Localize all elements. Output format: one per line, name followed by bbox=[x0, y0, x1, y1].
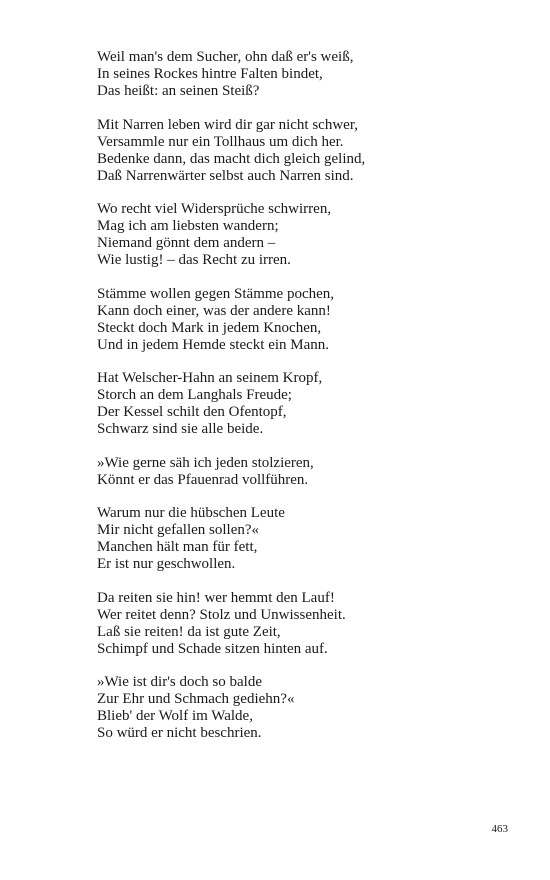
poem-text bbox=[97, 49, 517, 759]
poem-line: Und in jedem Hemde steckt ein Mann. bbox=[97, 336, 330, 353]
poem-line: Er ist nur geschwollen. bbox=[97, 556, 236, 572]
poem-line: Weil man's dem Sucher, ohn daß er's weiß, bbox=[97, 49, 354, 65]
poem-line: Bedenke dann, das macht dich gleich gelind, bbox=[97, 150, 366, 167]
poem-line: Steckt doch Mark in jedem Knochen, bbox=[97, 319, 322, 336]
stanza bbox=[97, 455, 517, 489]
poem-line: Wer reitet denn? Stolz und Unwissenheit. bbox=[97, 606, 346, 623]
poem-line: Storch an dem Langhals Freude; bbox=[97, 387, 292, 403]
poem-line: In seines Rockes hintre Falten bindet, bbox=[97, 66, 323, 82]
poem-line: Wo recht viel Widersprüche schwirren, bbox=[97, 201, 332, 217]
poem-line: Könnt er das Pfauenrad vollführen. bbox=[97, 471, 309, 488]
stanza bbox=[97, 117, 517, 185]
poem-line: Schimpf und Schade sitzen hinten auf. bbox=[97, 640, 328, 657]
poem-line: Blieb' der Wolf im Walde, bbox=[97, 708, 253, 724]
poem-line: Laß sie reiten! da ist gute Zeit, bbox=[97, 623, 281, 640]
poem-line: Hat Welscher-Hahn an seinem Kropf, bbox=[97, 370, 323, 386]
stanza bbox=[97, 590, 517, 658]
stanza bbox=[97, 49, 517, 100]
poem-line: Versammle nur ein Tollhaus um dich her. bbox=[97, 133, 344, 150]
page-number: 463 bbox=[491, 823, 508, 835]
stanza bbox=[97, 370, 517, 438]
stanza bbox=[97, 674, 517, 742]
poem-line: Daß Narrenwärter selbst auch Narren sind. bbox=[97, 167, 354, 184]
poem-line: Manchen hält man für fett, bbox=[97, 539, 258, 555]
poem-line: Schwarz sind sie alle beide. bbox=[97, 421, 264, 437]
poem-line: Warum nur die hübschen Leute bbox=[97, 505, 285, 521]
poem-line: Niemand gönnt dem andern – bbox=[97, 235, 276, 251]
poem-line: Das heißt: an seinen Steiß? bbox=[97, 83, 260, 99]
poem-line: Der Kessel schilt den Ofentopf, bbox=[97, 404, 287, 420]
poem-line: Stämme wollen gegen Stämme pochen, bbox=[97, 285, 335, 302]
poem-line: Mit Narren leben wird dir gar nicht schwer, bbox=[97, 116, 358, 133]
poem-line: »Wie gerne säh ich jeden stolzieren, bbox=[97, 454, 314, 471]
poem-line: Kann doch einer, was der andere kann! bbox=[97, 302, 331, 319]
poem-line: »Wie ist dir's doch so balde bbox=[97, 674, 262, 690]
stanza bbox=[97, 201, 517, 269]
poem-line: Da reiten sie hin! wer hemmt den Lauf! bbox=[97, 589, 335, 606]
poem-line: So würd er nicht beschrien. bbox=[97, 725, 262, 741]
poem-line: Mag ich am liebsten wandern; bbox=[97, 218, 279, 234]
poem-line: Zur Ehr und Schmach gediehn?« bbox=[97, 691, 295, 707]
stanza bbox=[97, 286, 517, 354]
stanza bbox=[97, 505, 517, 573]
poem-line: Mir nicht gefallen sollen?« bbox=[97, 522, 260, 538]
poem-line: Wie lustig! – das Recht zu irren. bbox=[97, 252, 291, 268]
